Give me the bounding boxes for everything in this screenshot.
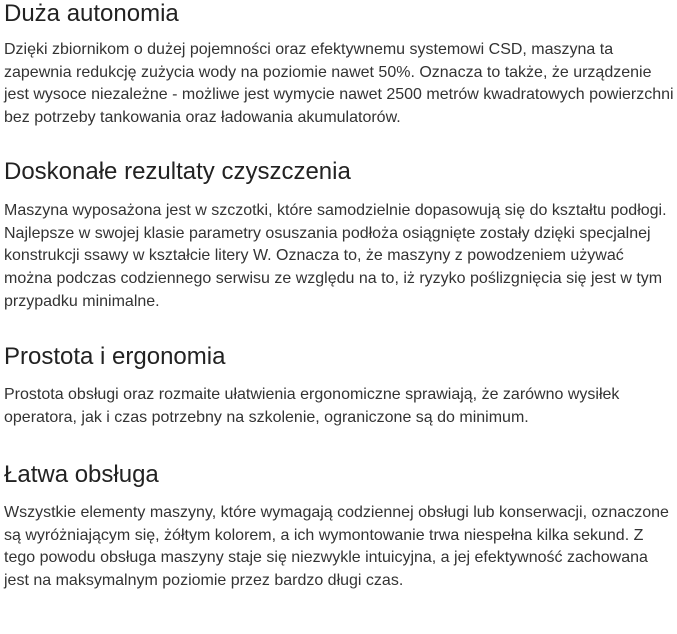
section-heading: Łatwa obsługa: [4, 461, 159, 488]
section-paragraph: Prostota obsługi oraz rozmaite ułatwienia ergonomiczne sprawiają, że zarówno wysiłek operatora, jak i czas potrzebny na szkolenie, ograniczone są do minimum.: [4, 386, 620, 426]
section-paragraph: Dzięki zbiornikom o dużej pojemności oraz efektywnemu systemowi CSD, maszyna ta zapewnia redukcję zużycia wody na poziomie nawet 50%. Oznacza to także, że urządzenie jest wysoce niezależne - możliwe jest wymycie nawet 2500 metrów kwadratowych powierzchni bez potrzeby tankowania oraz ładowania akumulatorów.: [4, 41, 674, 127]
section-heading: Prostota i ergonomia: [4, 343, 226, 370]
section-easy-maintenance: [4, 461, 674, 593]
section-heading: Doskonałe rezultaty czyszczenia: [4, 158, 351, 185]
section-heading: Duża autonomia: [4, 0, 179, 27]
section-paragraph: Wszystkie elementy maszyny, które wymagają codziennej obsługi lub konserwacji, oznaczone są wyróżniającym się, żółtym kolorem, a ich wymontowanie trwa niespełna kilka sekund. Z tego powodu obsługa maszyny staje się niezwykle intuicyjna, a jej efektywność zachowana jest na maksymalnym poziomie przez bardzo długi czas.: [4, 504, 669, 590]
section-autonomy: [4, 0, 674, 130]
section-paragraph: Maszyna wyposażona jest w szczotki, które samodzielnie dopasowują się do kształtu podłogi. Najlepsze w swojej klasie parametry osuszania podłoża osiągnięte zostały dzięki specjalnej konstrukcji ssawy w kształcie litery W. Oznacza to, że maszyny z powodzeniem używać można podczas codziennego serwisu ze względu na to, iż ryzyko poślizgnięcia się jest w tym przypadku minimalne.: [4, 202, 667, 310]
section-cleaning-results: [4, 158, 674, 314]
section-simplicity-ergonomics: [4, 343, 674, 429]
